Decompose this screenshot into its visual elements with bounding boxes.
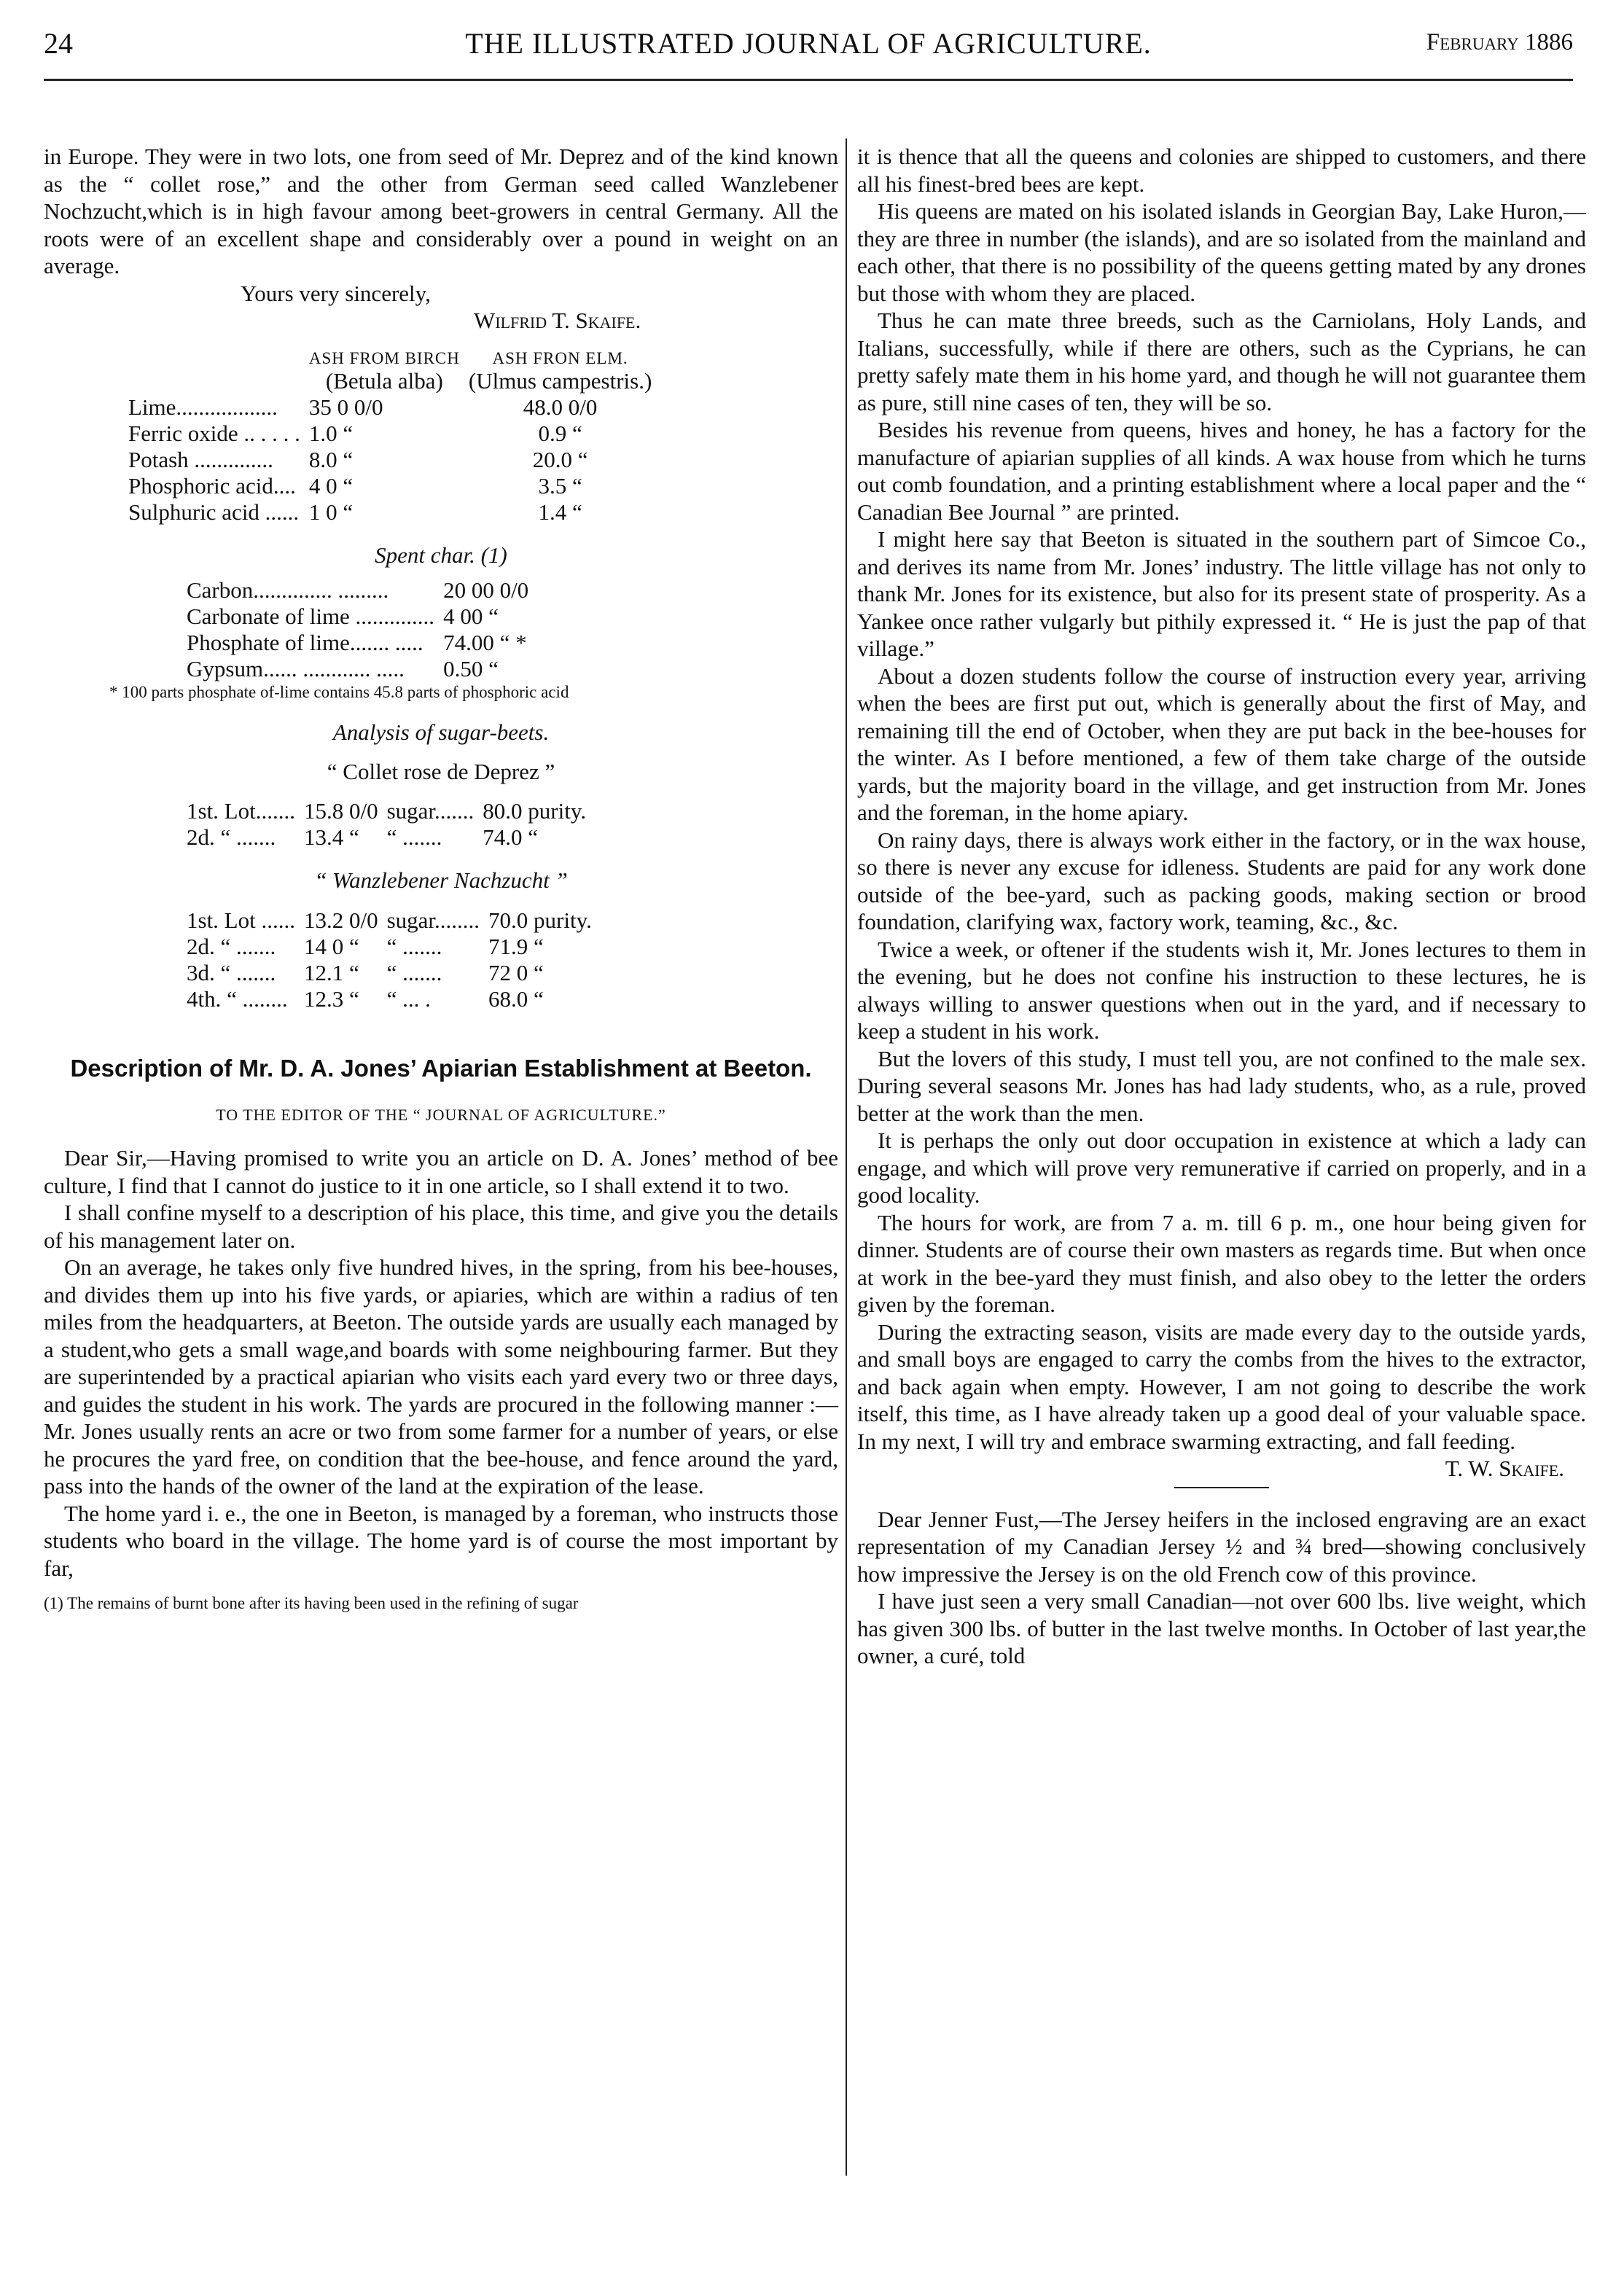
spent-char-title: Spent char. (1) (375, 542, 507, 568)
lot-purity: 72 0 “ (488, 959, 544, 985)
second-letter (857, 1506, 1586, 1670)
body-paragraph: But the lovers of this study, I must tell you, are not confined to the male sex. During several seasons Mr. Jones has had lady students, who, as a rule, proved better at the work than the men. (857, 1045, 1586, 1126)
body-paragraph: During the extracting season, visits are made every day to the outside yards, and small boys are engaged to carry the combs from the hives to the extractor, and back again when empty. However, I am not going to describe the work itself, this time, as I have already taken up a good deal of your valuable space. In my next, I will try and embrace swarming extracting, and fall feeding. (857, 1319, 1586, 1454)
lot-sugar: “ ....... (386, 933, 442, 959)
right-column (857, 143, 1586, 1670)
body-paragraph: His queens are mated on his isolated islands in Georgian Bay, Lake Huron,—they are three in number (the islands), and are so isolated from the mainland and each other, that there is no possibility of the queens getting mated by any drones but those with whom they are placed. (857, 198, 1586, 306)
ash-elm-value: 20.0 “ (532, 446, 588, 472)
lot-percent: 13.2 0/0 (303, 907, 378, 933)
lot-purity: 68.0 “ (488, 985, 544, 1012)
body-paragraph: Dear Jenner Fust,—The Jersey heifers in the inclosed engraving are an exact representation of my Canadian Jersey ½ and ¾ bred—showing conclusively how impressive the Jersey is on the old French cow of this province. (857, 1506, 1586, 1587)
ash-label: Phosphoric acid.... (128, 472, 296, 499)
body-paragraph: Dear Sir,—Having promised to write you an article on D. A. Jones’ method of bee culture, I find that I cannot do justice to it in one article, so I shall extend it to two. (44, 1145, 838, 1198)
ash-label: Lime.................. (128, 394, 278, 420)
table-row (182, 934, 596, 960)
table-row (124, 499, 656, 526)
body-paragraph: On an average, he takes only five hundred hives, in the spring, from his bee-houses, and divides them up into his five yards, or apiaries, which are within a radius of ten miles from the headquarters, at Beeton. The outside yards are usually each managed by a student,who gets a small wage,and boards with some neighbouring farmer. But they are superintended by a practical apiarian who visits each yard every two or three days, and guides the student in his work. The yards are procured in the following manner :—Mr. Jones usually rents an acre or two from some farmer for a number of years, or else he procures the yard free, on condition that the bee-house, and fence around the yard, pass into the hands of the owner of the land at the expiration of the lease. (44, 1254, 838, 1499)
body-paragraph: I might here say that Beeton is situated in the southern part of Simcoe Co., and derives its name from Mr. Jones’ industry. The little village has not only to thank Mr. Jones for its existence, but also for its present state of prosperity. As a Yankee once rather vulgarly but pithily expressed it. “ He is just the pap of that village.” (857, 526, 1586, 661)
ash-elm-value: 1.4 “ (538, 499, 582, 525)
table-row (124, 394, 656, 421)
lot-purity: 74.0 “ (483, 824, 539, 850)
spent-value: 20 00 0/0 (443, 577, 529, 603)
footnote: (1) The remains of burnt bone after its having been used in the refining of sugar (44, 1594, 579, 1612)
letter-paragraph: in Europe. They were in two lots, one from seed of Mr. Deprez and of the kind known as the “ collet rose,” and the other from German seed called Wanzlebener Nochzucht,which is in high favour among beet-growers in central Germany. All the roots were of an excellent shape and considerably over a pound in weight on an average. (44, 144, 838, 278)
body-paragraph: The hours for work, are from 7 a. m. till 6 p. m., one hour being given for dinner. Students are of course their own masters as regards time. But when once at work in the bee-yard they must finish, and also obey to the letter the orders given by the foreman. (857, 1209, 1586, 1317)
wanzlebener-title: “ Wanzlebener Nachzucht ” (314, 867, 568, 893)
closing: Yours very sincerely, (241, 280, 431, 306)
signature: Wilfrid T. Skaife. (474, 308, 641, 333)
table-row (124, 473, 656, 499)
page-header (44, 26, 1573, 77)
table-row (182, 656, 533, 682)
ash-birch-value: 35 0 0/0 (308, 394, 383, 420)
ash-birch-value: 4 0 “ (308, 472, 354, 499)
ash-header-birch: ASH FROM BIRCH (308, 348, 460, 367)
spent-char-note: * 100 parts phosphate of-lime contains 45.8 parts of phosphoric acid (109, 683, 569, 701)
lot-label: 1st. Lot....... (187, 798, 295, 824)
table-row (124, 447, 656, 473)
ash-sub-elm: (Ulmus campestris.) (468, 367, 652, 394)
signature: T. W. Skaife. (1445, 1456, 1564, 1481)
collet-table (182, 798, 590, 851)
lot-percent: 12.3 “ (303, 985, 359, 1012)
analysis-title: Analysis of sugar-beets. (332, 719, 550, 745)
journal-title: THE ILLUSTRATED JOURNAL OF AGRICULTURE. (465, 27, 1152, 60)
ash-elm-value: 0.9 “ (538, 420, 582, 446)
spent-value: 74.00 “ * (443, 630, 527, 655)
table-row (182, 986, 596, 1012)
lot-purity: 70.0 purity. (488, 907, 592, 933)
lot-purity: 80.0 purity. (483, 798, 587, 824)
body-paragraph: Thus he can mate three breeds, such as the Carniolans, Holy Lands, and Italians, successfully, while if there are others, such as the Cyprians, he can pretty safely mate them in his home yard, and though he will not guarantee them as pure, still nine cases of ten, they will be so. (857, 308, 1586, 415)
ash-birch-value: 1.0 “ (308, 420, 354, 446)
left-column (44, 143, 838, 1614)
body-paragraph: Twice a week, or oftener if the students wish it, Mr. Jones lectures to them in the evening, but he does not confine his instruction to these lectures, he is always willing to answer questions when out in the yard, and if necessary to keep a student in his work. (857, 936, 1586, 1044)
lot-sugar: sugar....... (386, 798, 475, 824)
header-rule (44, 79, 1573, 81)
lot-label: 4th. “ ........ (187, 985, 288, 1012)
body-paragraph: Besides his revenue from queens, hives and honey, he has a factory for the manufacture of apiarian supplies of all kinds. A wax house from which he turns out comb foundation, and a printing establishment where a local paper and the “ Canadian Bee Journal ” are printed. (857, 417, 1586, 525)
table-row (182, 603, 533, 630)
to-editor-line: TO THE EDITOR OF THE “ JOURNAL OF AGRICULTURE.” (216, 1105, 666, 1124)
spent-char-table (182, 577, 533, 682)
body-paragraph: On rainy days, there is always work either in the factory, or in the wax house, so there is never any excuse for idleness. Students are paid for any work done outside of the bee-yard, such as packing goods, making section or brood foundation, clarifying wax, factory work, teaming, &c., &c. (857, 827, 1586, 934)
spent-value: 0.50 “ (443, 656, 499, 681)
lot-label: 3d. “ ....... (187, 959, 276, 985)
ash-birch-value: 1 0 “ (308, 499, 354, 525)
lot-percent: 15.8 0/0 (303, 798, 378, 824)
lot-label: 1st. Lot ...... (187, 907, 295, 933)
table-row (182, 960, 596, 986)
section-rule (1174, 1487, 1269, 1488)
ash-label: Potash .............. (128, 446, 273, 472)
page-number: 24 (44, 27, 73, 60)
ash-birch-value: 8.0 “ (308, 446, 354, 472)
ash-label: Sulphuric acid ...... (128, 499, 300, 525)
table-row (182, 824, 590, 851)
lot-label: 2d. “ ....... (187, 824, 276, 850)
lot-sugar: sugar........ (386, 907, 480, 933)
spent-value: 4 00 “ (443, 603, 499, 629)
wanzlebener-table (182, 907, 596, 1012)
table-row (182, 630, 533, 656)
lot-percent: 12.1 “ (303, 959, 359, 985)
collet-title: “ Collet rose de Deprez ” (327, 758, 555, 784)
lot-sugar: “ ... . (386, 985, 431, 1012)
ash-table (124, 349, 656, 526)
lot-percent: 14 0 “ (303, 933, 359, 959)
article-heading: Description of Mr. D. A. Jones’ Apiarian Establishment at Beeton. (70, 1054, 812, 1082)
table-row (182, 577, 533, 603)
lot-percent: 13.4 “ (303, 824, 359, 850)
body-paragraph: About a dozen students follow the course of instruction every year, arriving when the bees are first put out, which is generally about the first of May, and remaining till the end of October, when they are put back in the bee-houses for the winter. As I before mentioned, a few of them take charge of the outside yards, but the majority board in the village, and get instruction from Mr. Jones and the foreman, in the home apiary. (857, 663, 1586, 825)
table-row (182, 907, 596, 934)
ash-label: Ferric oxide .. . . . . (128, 420, 300, 446)
lot-sugar: “ ....... (386, 959, 442, 985)
spent-label: Gypsum...... ............ ..... (187, 656, 405, 681)
article-body (44, 1144, 838, 1582)
issue-date: February 1886 (1426, 29, 1573, 55)
ash-elm-value: 48.0 0/0 (523, 394, 598, 420)
lot-purity: 71.9 “ (488, 933, 544, 959)
spent-label: Phosphate of lime....... ..... (187, 630, 423, 655)
body-paragraph: The home yard i. e., the one in Beeton, is managed by a foreman, who instructs those students who board in the village. The home yard is of course the most important by far, (44, 1500, 838, 1581)
ash-sub-birch: (Betula alba) (325, 367, 443, 394)
body-paragraph: I shall confine myself to a description of his place, this time, and give you the details of his management later on. (44, 1200, 838, 1253)
lot-sugar: “ ....... (386, 824, 442, 850)
table-row (124, 421, 656, 447)
table-row (182, 798, 590, 824)
spent-label: Carbonate of lime .............. (187, 603, 435, 629)
body-paragraph: it is thence that all the queens and colonies are shipped to customers, and there all his finest-bred bees are kept. (857, 144, 1586, 197)
lot-label: 2d. “ ....... (187, 933, 276, 959)
ash-header-elm: ASH FRON ELM. (492, 348, 628, 367)
spent-label: Carbon.............. ......... (187, 577, 389, 603)
body-paragraph: It is perhaps the only out door occupation in existence at which a lady can engage, and which will prove very remunerative if carried on properly, and in a good locality. (857, 1128, 1586, 1208)
column-divider (846, 138, 847, 2176)
body-paragraph: I have just seen a very small Canadian—not over 600 lbs. live weight, which has given 300 lbs. of butter in the last twelve months. In October of last year,the owner, a curé, told (857, 1588, 1586, 1668)
ash-elm-value: 3.5 “ (538, 472, 582, 499)
